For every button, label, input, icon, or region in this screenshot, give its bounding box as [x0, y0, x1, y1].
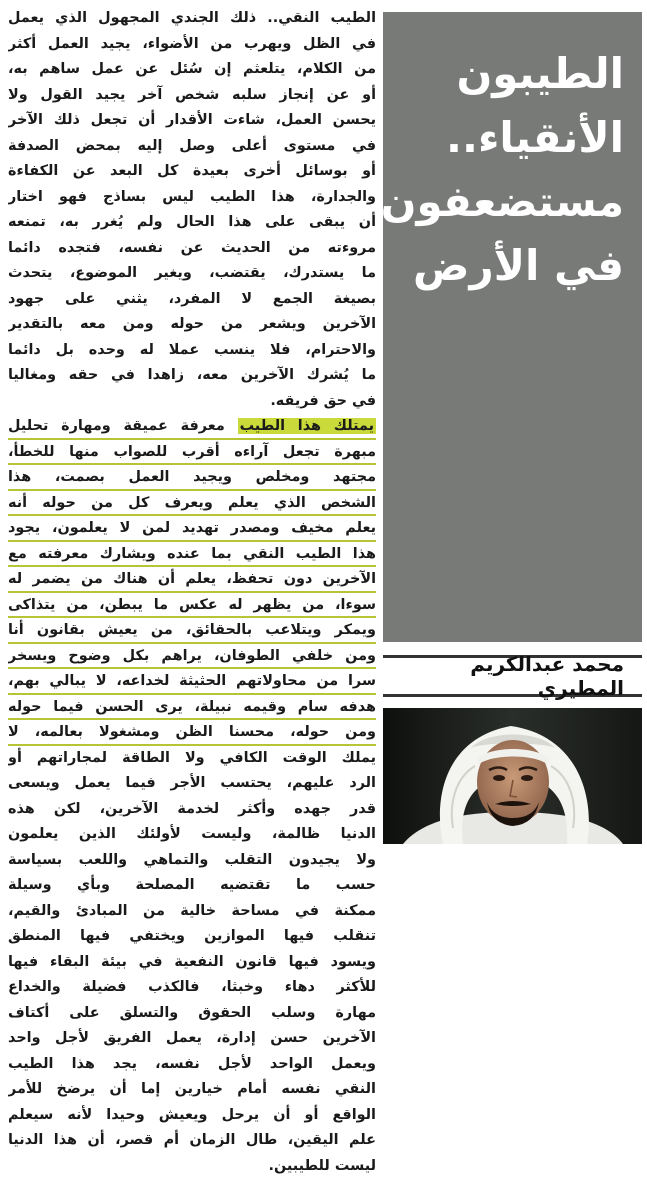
- body-line: الطيب النقي.. ذلك الجندي المجهول الذي يعمل: [8, 10, 376, 26]
- body-line-highlighted: الشخص الذي يعلم ويعرف كل من حوله أنه: [8, 491, 376, 517]
- headline-line: مستضعفون: [380, 177, 624, 226]
- body-line-highlighted: يعلم مخيف ومصدر تهديد لمن لا يعلمون، يجود: [8, 516, 376, 542]
- body-line: ليست للطيبين.: [268, 1157, 376, 1174]
- body-line: حسب ما تقتضيه المصلحة وبأي وسيلة: [8, 877, 376, 893]
- body-line: ما يستدرك، يقتضب، ويغير الموضوع، يتحدث: [8, 265, 376, 281]
- author-portrait-image: [383, 708, 642, 844]
- body-line: في الظل ويهرب من الأضواء، يجيد العمل أكثر: [8, 35, 376, 52]
- body-line: قدر جهده وأكثر لخدمة الآخرين، لكن هذه: [8, 800, 376, 817]
- body-line: الواقع أو أن يرحل ويعيش وحيدا لأنه سيعلم: [8, 1106, 376, 1123]
- body-line-highlighted: مبهرة تجعل آراءه أقرب للصواب منها للخطأ،: [8, 440, 376, 466]
- body-line-highlighted: مجتهد ومخلص ويجيد العمل بصمت، هذا: [8, 465, 376, 491]
- body-line: أو عن إنجاز سلبه شخص آخر يجيد القول ولا: [8, 86, 376, 103]
- highlighted-phrase: يمتلك هذا الطيب: [239, 418, 375, 434]
- author-photo: [383, 708, 642, 844]
- body-line: ويعمل الواحد لأجل نفسه، يجد هذا الطيب: [8, 1055, 376, 1072]
- article-body: [8, 6, 376, 1196]
- body-line-highlighted: ومن حوله، محسنا الظن ومشغولا بعالمه، لا: [8, 720, 376, 746]
- body-line: تنقلب فيها الموازين ويختفي فيها المنطق: [8, 928, 376, 944]
- body-line: الرد عليهم، يحتسب الأجر فيما يعمل ويسعى: [8, 775, 376, 791]
- body-line: الآخرين حسن إدارة، يعمل الفريق لأجل واحد: [8, 1030, 376, 1046]
- body-line: ويسود فيها قانون النفعية في بيئة البقاء فيها: [8, 953, 376, 970]
- body-line: أن يبقى على هذا الحال ولم يُغرر به، تمنعه: [8, 214, 376, 230]
- body-line: من الكلام، يتلعثم إن سُئل عن عمل ساهم به،: [8, 61, 376, 77]
- body-line-highlighted: سرا من محاولاتهم الحثيثة لخداعه، لا يبالي بهم،: [8, 669, 376, 695]
- headline-panel: [380, 12, 642, 642]
- body-line: يملك الوقت الكافي ولا الطاقة لمجاراتهم أو: [8, 749, 376, 766]
- body-line: ممكنة في مساحة خالية من المبادئ والقيم،: [8, 902, 376, 919]
- body-line: في حق فريقه.: [270, 392, 376, 409]
- body-line: والاحترام، فلا ينسب عملا له وحده بل دائما: [8, 341, 376, 358]
- body-line: والجدارة، هذا الطيب ليس بساذج فهو اختار: [8, 188, 376, 205]
- body-line-highlighted: هدفه سام وقيمه نبيلة، يرى الحسن فيما حوله: [8, 695, 376, 721]
- body-line: بصيغة الجمع لا المفرد، يثني على جهود: [8, 290, 376, 307]
- body-line-text: معرفة عميقة ومهارة تحليل: [8, 418, 225, 434]
- body-line: النقي نفسه أمام خيارين إما أن يرضخ للأمر: [8, 1081, 376, 1097]
- body-line: الدنيا ظالمة، وليست لأولئك الذين يعلمون: [8, 826, 376, 842]
- body-line-highlighted: الآخرين دون تحفظ، يعلم أن هناك من يضمر له: [8, 567, 376, 593]
- author-byline: [383, 652, 642, 700]
- body-line-highlighted: هذا الطيب النقي بما عنده ويشارك معرفته مع: [8, 542, 376, 568]
- body-line: ولا يجيدون التقلب والتماهي واللعب بسياسة: [8, 851, 376, 868]
- author-name: محمد عبدالكريم المطيري: [470, 652, 624, 700]
- body-line: علم اليقين، طال الزمان أم قصر، أن هذا الدنيا: [8, 1132, 376, 1148]
- body-line-highlighted: سوءا، من يظهر له عكس ما يبطن، من يتذاكى: [8, 593, 376, 619]
- body-line-highlighted: [8, 414, 376, 440]
- headline-line: في الأرض: [413, 241, 624, 290]
- body-line-highlighted: ويمكر ويتلاعب بالحقائق، من يعيش بقانون أنا: [8, 618, 376, 644]
- body-line: مروءته من الحديث عن نفسه، فتجده دائما: [8, 239, 376, 256]
- headline-line: الأنقياء..: [446, 113, 624, 162]
- body-line: في مستوى أعلى وصل إليه بمحض الصدفة: [8, 137, 376, 154]
- body-line: الآخرين ويشعر من حوله ومن معه بالتقدير: [8, 316, 376, 332]
- headline-line: الطيبون: [456, 49, 624, 98]
- body-line: ما يُشرك الآخرين معه، زاهدا في حقه ومغاليا: [8, 367, 376, 383]
- body-line: مهارة وسلب الحقوق والتسلق على أكتاف: [8, 1004, 376, 1021]
- body-line: يحسن العمل، شاءت الأقدار أن تجعل ذلك الآخر: [8, 112, 376, 128]
- body-line: أو بوسائل أخرى بعيدة كل البعد عن الكفاءة: [8, 163, 376, 179]
- body-line: للأكثر دهاء وخبثا، فالكذب فضيلة والخداع: [8, 979, 376, 995]
- body-line-highlighted: ومن خلفي الطوفان، يراهم بكل وضوح ويسخر: [8, 644, 376, 670]
